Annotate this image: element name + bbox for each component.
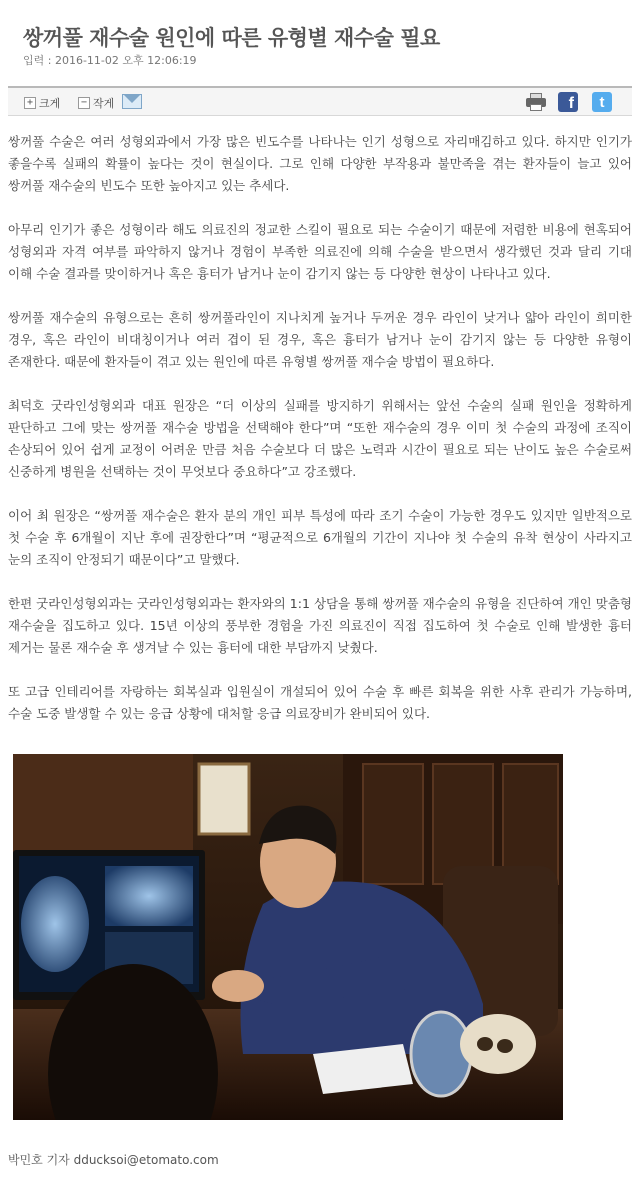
byline: 박민호 기자 dducksoi@etomato.com <box>8 1153 219 1167</box>
paragraph: 쌍꺼풀 수술은 여러 성형외과에서 가장 많은 빈도수를 나타나는 인기 성형으로 자리매김하고 있다. 하지만 인기가 좋을수록 실패의 확률이 높다는 것이 현실이다. 그로 인해 다양한 부작용과 불만족을 겪는 환자들이 늘고 있어 쌍꺼풀 재수술의 빈도수 또한 높아지고 있는 추세다. <box>8 134 632 193</box>
zoom-in-icon: + <box>24 97 36 109</box>
paragraph: 최덕호 굿라인성형외과 대표 원장은 “더 이상의 실패를 방지하기 위해서는 앞선 수술의 실패 원인을 정확하게 판단하고 그에 맞는 쌍꺼풀 재수술 방법을 선택해야 한다”며 “또한 재수술의 경우 이미 첫 수술의 과정에 조직이 손상되어 있어 쉽게 교정이 어려운 만큼 처음 수술보다 더 많은 노력과 시간이 필요로 되는 난이도 높은 수술로써 신중하게 병원을 선택하는 것이 무엇보다 중요하다”고 강조했다. <box>8 398 632 479</box>
font-smaller-label: 작게 <box>93 97 115 110</box>
article-photo <box>13 754 563 1120</box>
article-body <box>8 131 632 747</box>
paragraph: 이어 최 원장은 “쌍꺼풀 재수술은 환자 분의 개인 피부 특성에 따라 조기 수술이 가능한 경우도 있지만 일반적으로 첫 수술 후 6개월이 지난 후에 권장한다”며 “평균적으로 6개월의 기간이 지나야 첫 수술의 유착 현상이 사라지고 눈의 조직이 안정되기 때문이다”고 말했다. <box>8 508 632 567</box>
zoom-out-icon: − <box>78 97 90 109</box>
article-header <box>0 0 640 82</box>
email-icon[interactable] <box>122 94 142 109</box>
facebook-icon[interactable]: f <box>558 92 578 112</box>
print-icon[interactable] <box>526 93 546 111</box>
font-bigger-button[interactable] <box>24 94 60 112</box>
font-bigger-label: 크게 <box>39 97 61 110</box>
paragraph: 한편 굿라인성형외과는 굿라인성형외과는 환자와의 1:1 상담을 통해 쌍꺼풀 재수술의 유형을 진단하여 개인 맞춤형 재수술을 집도하고 있다. 15년 이상의 풍부한 경험을 가진 의료진이 직접 집도하여 첫 수술로 인해 발생한 흉터 제거는 물론 재수술 후 생겨날 수 있는 흉터에 대한 부담까지 낮췄다. <box>8 596 632 655</box>
article-title: 쌍꺼풀 재수술 원인에 따른 유형별 재수술 필요 <box>23 26 440 50</box>
paragraph: 또 고급 인테리어를 자랑하는 회복실과 입원실이 개설되어 있어 수술 후 빠른 회복을 위한 사후 관리가 가능하며, 수술 도중 발생할 수 있는 응급 상황에 대처할 응급 의료장비가 완비되어 있다. <box>8 684 632 721</box>
article-date: 입력 : 2016-11-02 오후 12:06:19 <box>23 54 197 67</box>
font-smaller-button[interactable] <box>78 94 114 112</box>
paragraph: 아무리 인기가 좋은 성형이라 해도 의료진의 정교한 스킬이 필요로 되는 수술이기 때문에 저렴한 비용에 현혹되어 성형외과 자격 여부를 파악하지 않거나 경험이 부족한 의료진에 의해 수술을 받으면서 생각했던 것과 달리 기대 이해 수술 결과를 맞이하거나 혹은 흉터가 남거나 눈이 감기지 않는 등 다양한 현상이 나타나고 있다. <box>8 222 632 281</box>
paragraph: 쌍꺼풀 재수술의 유형으로는 흔히 쌍꺼풀라인이 지나치게 높거나 두꺼운 경우 라인이 낮거나 얇아 라인이 희미한 경우, 혹은 라인이 비대칭이거나 여러 겹이 된 경우, 혹은 흉터가 남거나 눈이 감기지 않는 등 다양한 유형이 존재한다. 때문에 환자들이 겪고 있는 원인에 따른 유형별 쌍꺼풀 재수술 방법이 필요하다. <box>8 310 632 369</box>
twitter-icon[interactable]: t <box>592 92 612 112</box>
article-toolbar <box>8 86 632 116</box>
